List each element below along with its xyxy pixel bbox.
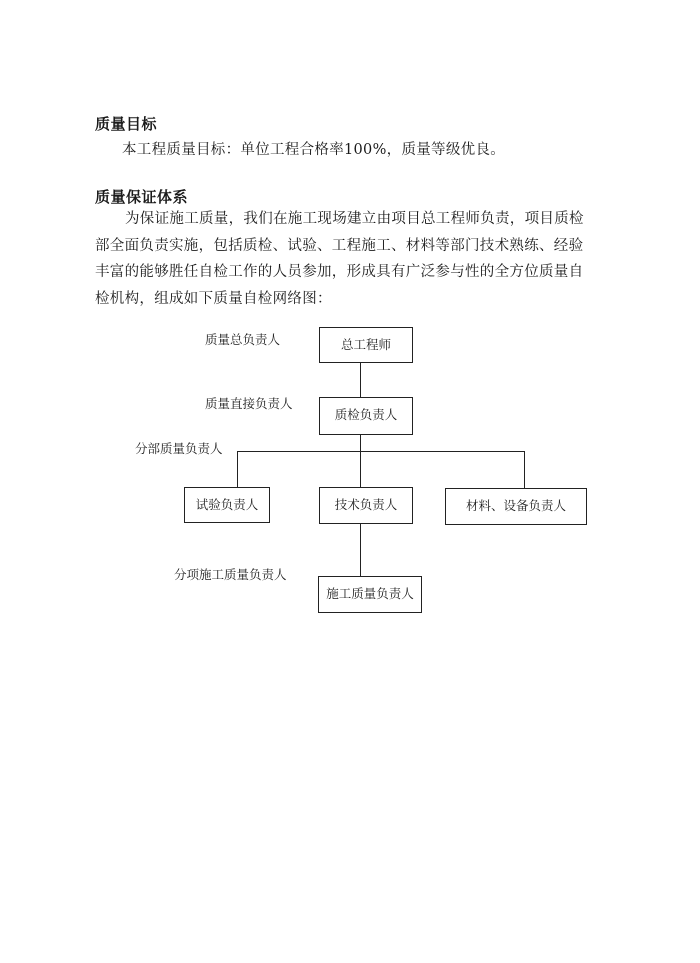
box-construction-qc-head: 施工质量负责人 — [318, 576, 422, 613]
connector-to-material — [524, 451, 525, 488]
role-label-level1: 质量总负责人 — [205, 332, 281, 347]
connector-chief-to-qc — [360, 362, 361, 398]
connector-to-test — [237, 451, 238, 488]
section-heading-quality-system: 质量保证体系 — [95, 188, 189, 206]
role-label-level4: 分项施工质量负责人 — [174, 567, 287, 582]
section-heading-quality-goal: 质量目标 — [95, 115, 158, 133]
quality-goal-text: 本工程质量目标：单位工程合格率100%，质量等级优良。 — [122, 142, 506, 158]
connector-qc-down — [360, 434, 361, 451]
connector-branch-horizontal — [237, 451, 525, 452]
quality-system-paragraph: 为保证施工质量，我们在施工现场建立由项目总工程师负责，项目质检部全面负责实施，包括质检、试验、工程施工、材料等部门技术熟练、经验丰富的能够胜任自检工作的人员参加，形成具有广泛参与性的全方位质量自检机构，组成如下质量自检网络图： — [95, 211, 584, 307]
role-label-level3: 分部质量负责人 — [135, 441, 223, 456]
box-chief-engineer: 总工程师 — [319, 327, 413, 363]
connector-to-tech — [360, 451, 361, 488]
connector-tech-to-construction — [360, 523, 361, 577]
box-material-head: 材料、设备负责人 — [445, 488, 587, 525]
box-test-head: 试验负责人 — [184, 487, 270, 523]
box-qc-head: 质检负责人 — [319, 397, 413, 435]
box-tech-head: 技术负责人 — [319, 487, 413, 524]
role-label-level2: 质量直接负责人 — [205, 396, 293, 411]
